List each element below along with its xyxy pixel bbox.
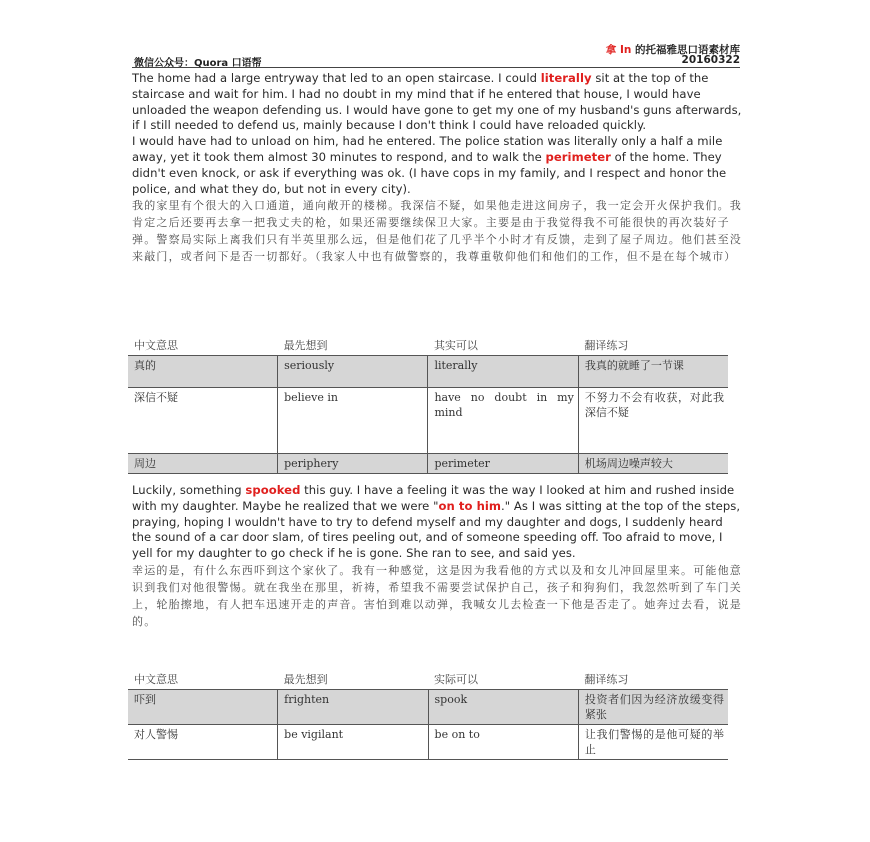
table-header-row [128, 337, 728, 356]
table-cell: 深信不疑 [128, 388, 278, 454]
table-cell: believe in [278, 388, 428, 454]
table-cell: perimeter [428, 454, 578, 474]
text-run: of the home. They didn't even knock, or ask if everything was ok. (I have cops in my family, and I respect and honor the police, and what they do, but not in every city). [132, 149, 727, 196]
keyword-on-to-him: on to him [438, 498, 502, 513]
table-row [128, 356, 728, 388]
table-row [128, 690, 728, 725]
vocab-table-2 [128, 671, 728, 760]
table-header-cell: 中文意思 [128, 671, 278, 690]
table-cell: 真的 [128, 356, 278, 388]
table-header-row [128, 671, 728, 690]
table-cell: seriously [278, 356, 428, 388]
section1-en-p2 [132, 134, 744, 197]
table-cell: spook [428, 690, 578, 725]
table-cell: have no doubt in my mind [428, 388, 578, 454]
keyword-spooked: spooked [245, 483, 301, 497]
keyword-literally: literally [540, 71, 592, 85]
table-header-cell: 实际可以 [428, 671, 578, 690]
table-cell: be on to [428, 725, 578, 760]
table-cell: 我真的就睡了一节课 [578, 356, 728, 388]
table-row [128, 388, 728, 454]
table-row [128, 454, 728, 474]
table-cell: 不努力不会有收获，对此我深信不疑 [578, 388, 728, 454]
header-date: 20160322 [681, 54, 740, 66]
table-cell: 投资者们因为经济放缓变得紧张 [578, 690, 728, 725]
section2-cn: 幸运的是，有什么东西吓到这个家伙了。我有一种感觉，这是因为我看他的方式以及和女儿冲回屋里来。可能他意识到我们对他很警惕。就在我坐在那里，祈祷，希望我不需要尝试保护自己，孩子和狗狗们，我忽然听到了车门关上，轮胎擦地，有人把车迅速开走的声音。害怕到难以动弹，我喊女儿去检查一下他是否走了。她奔过去看，说是的。 [132, 563, 742, 628]
table-cell: 周边 [128, 454, 278, 474]
table-header-cell: 中文意思 [128, 337, 278, 356]
keyword-perimeter: perimeter [545, 149, 611, 164]
section1-cn: 我的家里有个很大的入口通道，通向敞开的楼梯。我深信不疑，如果他走进这间房子，我一定会开火保护我们。我肯定之后还要再去拿一把我丈夫的枪，如果还需要继续保卫大家。主要是由于我觉得我不可能很快的再次装好子弹。警察局实际上离我们只有半英里那么远，但是他们花了几乎半个小时才有反馈，走到了屋子周边。他们甚至没来敲门，或者问下是否一切都好。（我家人中也有做警察的，我尊重敬仰他们和他们的工作，但不是在每个城市） [132, 199, 742, 264]
table-cell: be vigilant [278, 725, 428, 760]
header-wechat: 微信公众号：Quora 口语帮 [134, 58, 262, 69]
table-cell: 吓到 [128, 690, 278, 725]
section1 [132, 71, 744, 265]
header-rule [132, 67, 740, 68]
header-brand-red: 拿 In [605, 44, 632, 56]
section2 [132, 483, 744, 630]
table-row [128, 725, 728, 760]
text-run: Luckily, something [132, 483, 246, 497]
section1-en-p1 [132, 71, 744, 134]
text-run: I would have had to unload on him, had he entered. The police station was literally only a half a mile away, yet it took them almost 30 minutes to respond, and to walk the [132, 134, 723, 164]
table-cell: 对人警惕 [128, 725, 278, 760]
table-header-cell: 翻译练习 [578, 337, 728, 356]
text-run: The home had a large entryway that led to an open staircase. I could [132, 71, 541, 85]
table-header-cell: 最先想到 [278, 671, 428, 690]
table-cell: 让我们警惕的是他可疑的举止 [578, 725, 728, 760]
text-run: sit at the top of the staircase and wait for him. I had no doubt in my mind that if he entered that house, I would have unloaded the weapon defending us. I would have gone to get my one of my husband's guns afterwards, if I still needed to defend us, mainly because I don't think I could have reloaded quickly. [132, 71, 742, 133]
header-brand-rest: 的托福雅思口语素材库 [631, 44, 740, 56]
table-cell: periphery [278, 454, 428, 474]
table-header-cell: 翻译练习 [578, 671, 728, 690]
table-cell: frighten [278, 690, 428, 725]
table-cell: 机场周边噪声较大 [578, 454, 728, 474]
table-header-cell: 其实可以 [428, 337, 578, 356]
table-cell: literally [428, 356, 578, 388]
section2-en [132, 483, 744, 562]
vocab-table-1 [128, 337, 728, 474]
text-run: this guy. I have a feeling it was the way I looked at him and rushed inside with my daughter. Maybe he realized that we were " [132, 483, 735, 513]
text-run: ." As I was sitting at the top of the steps, praying, hoping I wouldn't have to try to defend myself and my daughter and dogs, I suddenly heard the sound of a car door slam, of tires peeling out, and of someone speeding off. Too afraid to move, I yell for my daughter to go check if he is gone. She ran to see, and said yes. [132, 498, 741, 561]
table-header-cell: 最先想到 [278, 337, 428, 356]
